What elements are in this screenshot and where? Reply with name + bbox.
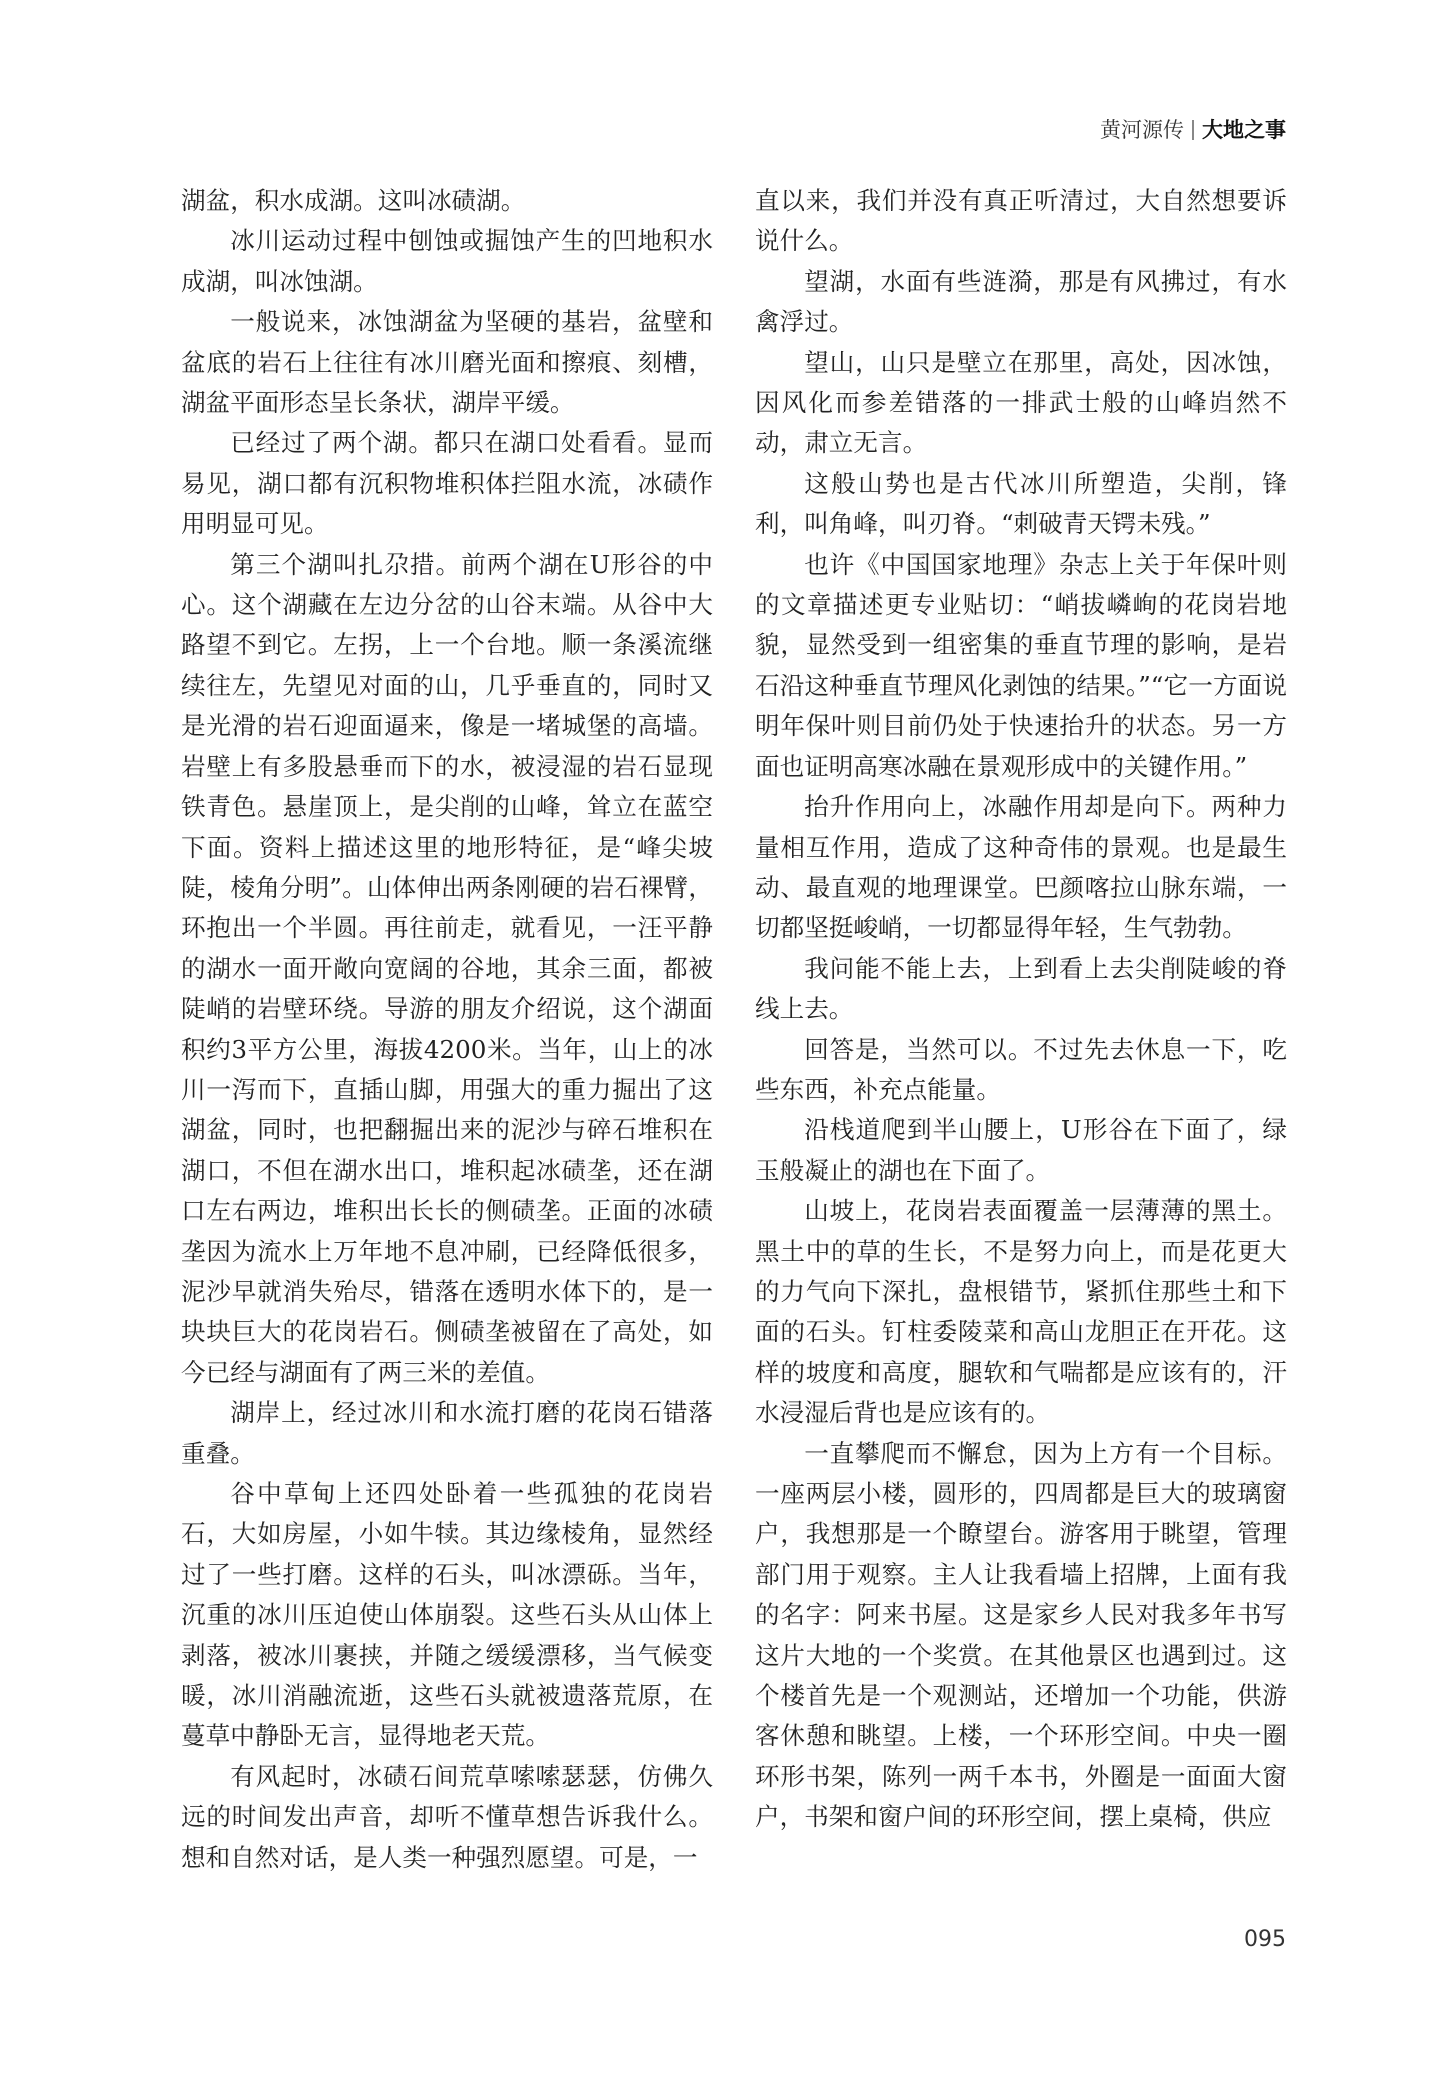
header-divider xyxy=(1192,120,1194,140)
paragraph: 有风起时，冰碛石间荒草嗦嗦瑟瑟，仿佛久远的时间发出声音，却听不懂草想告诉我什么。想和自然对话，是人类一种强烈愿望。可是，一 xyxy=(181,1761,713,1872)
right-column xyxy=(755,181,1287,1838)
paragraph: 抬升作用向上，冰融作用却是向下。两种力量相互作用，造成了这种奇伟的景观。也是最生动、最直观的地理课堂。巴颜喀拉山脉东端，一切都坚挺峻峭，一切都显得年轻，生气勃勃。 xyxy=(755,792,1287,943)
running-header xyxy=(1100,116,1286,144)
paragraph: 湖盆，积水成湖。这叫冰碛湖。 xyxy=(181,186,526,215)
section-title: 大地之事 xyxy=(1202,118,1286,142)
paragraph: 也许《中国国家地理》杂志上关于年保叶则的文章描述更专业贴切：“峭拔嶙峋的花岗岩地貌，显然受到一组密集的垂直节理的影响，是岩石沿这种垂直节理风化剥蚀的结果。”“它一方面说明年保叶则目前仍处于快速抬升的状态。另一方面也证明高寒冰融在景观形成中的关键作用。” xyxy=(755,549,1287,781)
paragraph: 望山，山只是壁立在那里，高处，因冰蚀，因风化而参差错落的一排武士般的山峰岿然不动，肃立无言。 xyxy=(755,347,1287,458)
paragraph: 一般说来，冰蚀湖盆为坚硬的基岩，盆壁和盆底的岩石上往往有冰川磨光面和擦痕、刻槽，湖盆平面形态呈长条状，湖岸平缓。 xyxy=(181,307,713,418)
paragraph: 这般山势也是古代冰川所塑造，尖削，锋利，叫角峰，叫刃脊。“刺破青天锷未残。” xyxy=(755,468,1287,539)
book-title: 黄河源传 xyxy=(1100,118,1184,142)
paragraph: 湖岸上，经过冰川和水流打磨的花岗石错落重叠。 xyxy=(181,1398,713,1468)
paragraph: 第三个湖叫扎尕措。前两个湖在U形谷的中心。这个湖藏在左边分岔的山谷末端。从谷中大路望不到它。左拐，上一个台地。顺一条溪流继续往左，先望见对面的山，几乎垂直的，同时又是光滑的岩石迎面逼来，像是一堵城堡的高墙。岩壁上有多股悬垂而下的水，被浸湿的岩石显现铁青色。悬崖顶上，是尖削的山峰，耸立在蓝空下面。资料上描述这里的地形特征，是“峰尖坡陡，棱角分明”。山体伸出两条刚硬的岩石裸臂，环抱出一个半圆。再往前走，就看见，一汪平静的湖水一面开敞向宽阔的谷地，其余三面，都被陡峭的岩壁环绕。导游的朋友介绍说，这个湖面积约3平方公里，海拔4200米。当年，山上的冰川一泻而下，直插山脚，用强大的重力掘出了这湖盆，同时，也把翻掘出来的泥沙与碎石堆积在湖口，不但在湖水出口，堆积起冰碛垄，还在湖口左右两边，堆积出长长的侧碛垄。正面的冰碛垄因为流水上万年地不息冲刷，已经降低很多，泥沙早就消失殆尽，错落在透明水体下的，是一块块巨大的花岗岩石。侧碛垄被留在了高处，如今已经与湖面有了两三米的差值。 xyxy=(181,549,713,1387)
paragraph: 一直攀爬而不懈怠，因为上方有一个目标。一座两层小楼，圆形的，四周都是巨大的玻璃窗户，我想那是一个瞭望台。游客用于眺望，管理部门用于观察。主人让我看墙上招牌，上面有我的名字：阿来书屋。这是家乡人民对我多年书写这片大地的一个奖赏。在其他景区也遇到过。这个楼首先是一个观测站，还增加一个功能，供游客休憩和眺望。上楼，一个环形空间。中央一圈环形书架，陈列一两千本书，外圈是一面面大窗户，书架和窗户间的环形空间，摆上桌椅，供应 xyxy=(755,1438,1287,1832)
paragraph: 谷中草甸上还四处卧着一些孤独的花岗岩石，大如房屋，小如牛犊。其边缘棱角，显然经过了一些打磨。这样的石头，叫冰漂砾。当年，沉重的冰川压迫使山体崩裂。这些石头从山体上剥落，被冰川裹挟，并随之缓缓漂移，当气候变暖，冰川消融流逝，这些石头就被遗落荒原，在蔓草中静卧无言，显得地老天荒。 xyxy=(181,1479,713,1751)
left-column xyxy=(181,181,713,1878)
paragraph: 沿栈道爬到半山腰上，U形谷在下面了，绿玉般凝止的湖也在下面了。 xyxy=(755,1115,1287,1185)
page-number: 095 xyxy=(1244,1927,1286,1952)
paragraph: 望湖，水面有些涟漪，那是有风拂过，有水禽浮过。 xyxy=(755,266,1287,337)
paragraph: 我问能不能上去，上到看上去尖削陡峻的脊线上去。 xyxy=(755,953,1287,1024)
paragraph: 直以来，我们并没有真正听清过，大自然想要诉说什么。 xyxy=(755,186,1287,256)
paragraph: 回答是，当然可以。不过先去休息一下，吃些东西，补充点能量。 xyxy=(755,1034,1287,1104)
paragraph: 冰川运动过程中刨蚀或掘蚀产生的凹地积水成湖，叫冰蚀湖。 xyxy=(181,226,713,296)
paragraph: 山坡上，花岗岩表面覆盖一层薄薄的黑土。黑土中的草的生长，不是努力向上，而是花更大的力气向下深扎，盘根错节，紧抓住那些土和下面的石头。钉柱委陵菜和高山龙胆正在开花。这样的坡度和高度，腿软和气喘都是应该有的，汗水浸湿后背也是应该有的。 xyxy=(755,1196,1287,1428)
paragraph: 已经过了两个湖。都只在湖口处看看。显而易见，湖口都有沉积物堆积体拦阻水流，冰碛作用明显可见。 xyxy=(181,428,713,539)
